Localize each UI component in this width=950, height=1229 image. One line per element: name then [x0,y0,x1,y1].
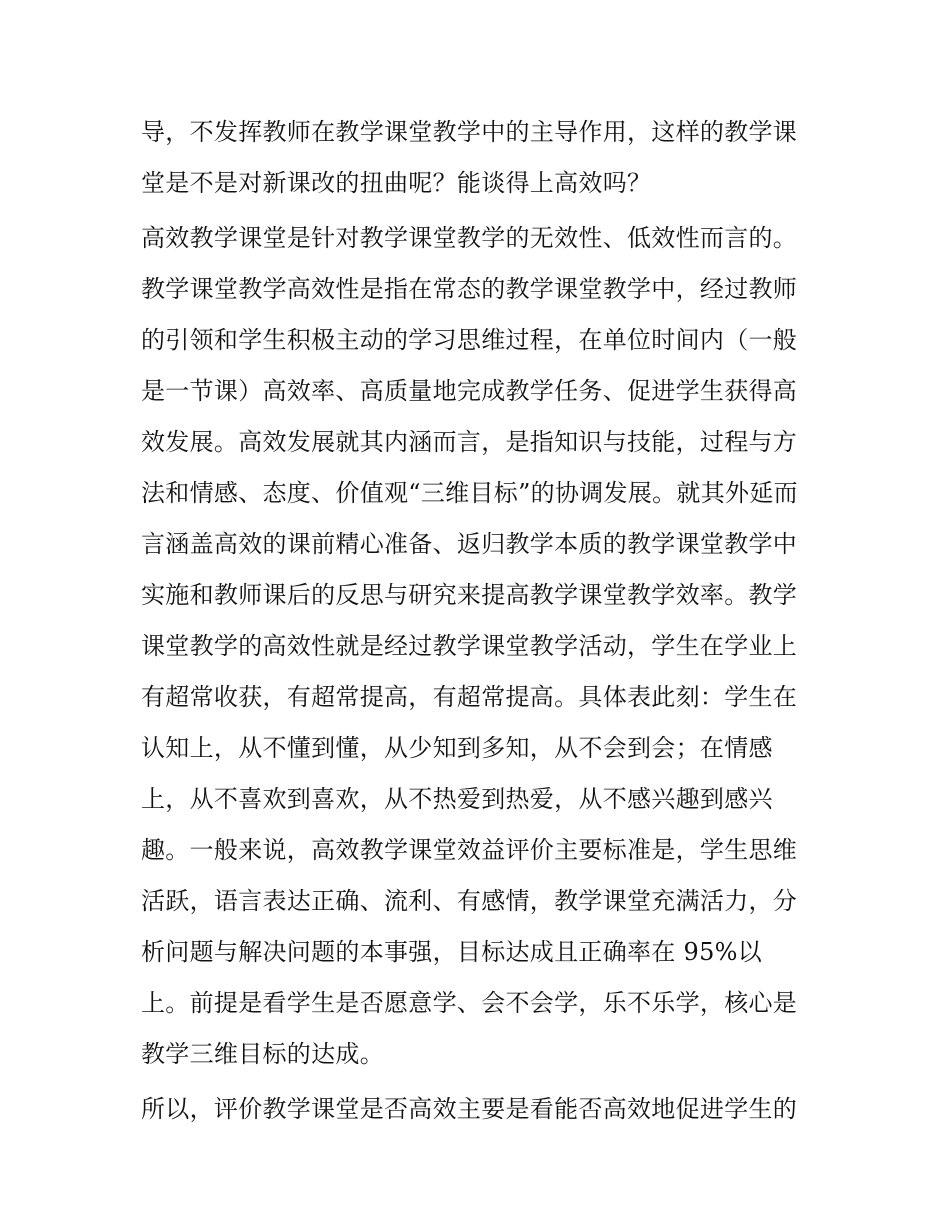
paragraph [141,213,821,1080]
text-line: 效发展。高效发展就其内涵而言，是指知识与技能，过程与方 [141,428,798,456]
text-line: 上，从不喜欢到喜欢，从不热爱到热爱，从不感兴趣到感兴 [141,785,773,813]
text-line: 堂是不是对新课改的扭曲呢？能谈得上高效吗？ [141,169,652,197]
text-line: 有超常收获，有超常提高，有超常提高。具体表此刻：学生在 [141,683,798,711]
body-text [141,107,821,1135]
text-line: 导，不发挥教师在教学课堂教学中的主导作用，这样的教学课 [141,118,798,146]
text-line: 的引领和学生积极主动的学习思维过程，在单位时间内（一般 [141,326,798,354]
text-line: 趣。一般来说，高效教学课堂效益评价主要标准是，学生思维 [141,836,798,864]
paragraph [141,107,821,209]
text-line: 法和情感、态度、价值观“三维目标”的协调发展。就其外延而 [141,479,798,507]
text-line: 言涵盖高效的课前精心准备、返归教学本质的教学课堂教学中 [141,530,798,558]
text-line: 所以，评价教学课堂是否高效主要是看能否高效地促进学生的 [141,1095,798,1123]
text-line: 高效教学课堂是针对教学课堂教学的无效性、低效性而言的。 [141,224,798,252]
text-line: 课堂教学的高效性就是经过教学课堂教学活动，学生在学业上 [141,632,798,660]
text-line: 析问题与解决问题的本事强，目标达成且正确率在 95%以 [141,938,763,966]
text-line: 活跃，语言表达正确、流利、有感情，教学课堂充满活力，分 [141,887,798,915]
paragraph [141,1084,821,1135]
text-line: 教学三维目标的达成。 [141,1040,384,1068]
text-line: 教学课堂教学高效性是指在常态的教学课堂教学中，经过教师 [141,275,798,303]
text-line: 实施和教师课后的反思与研究来提高教学课堂教学效率。教学 [141,581,798,609]
text-line: 认知上，从不懂到懂，从少知到多知，从不会到会；在情感 [141,734,773,762]
text-line: 上。前提是看学生是否愿意学、会不会学，乐不乐学，核心是 [141,989,798,1017]
text-line: 是一节课）高效率、高质量地完成教学任务、促进学生获得高 [141,377,798,405]
